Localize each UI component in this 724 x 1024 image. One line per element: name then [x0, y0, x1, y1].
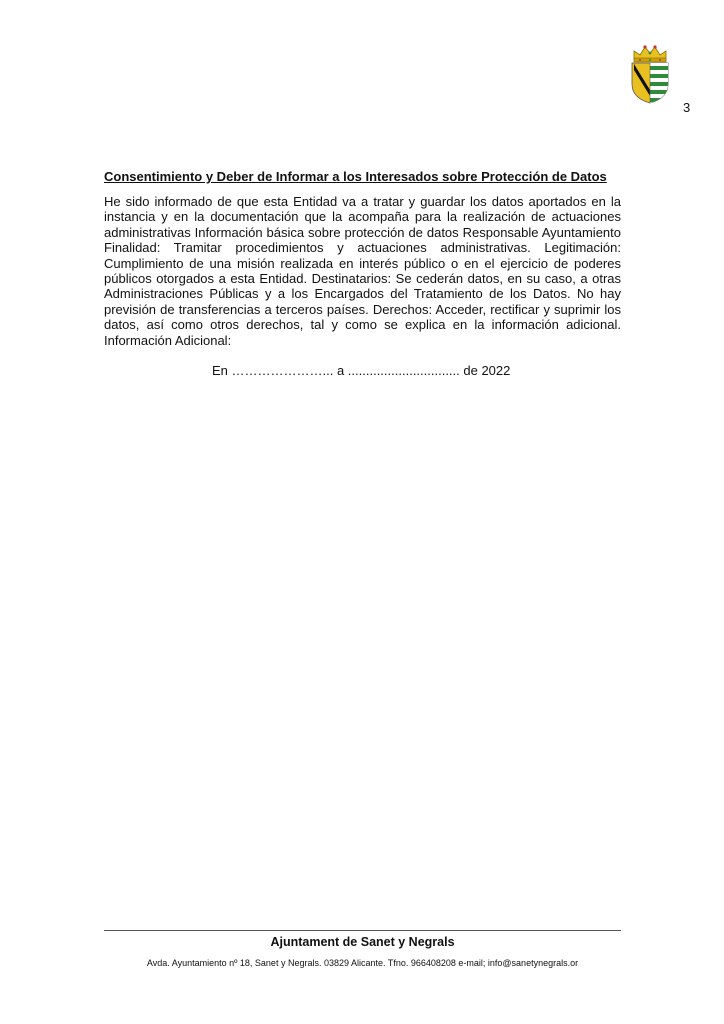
consent-paragraph: He sido informado de que esta Entidad va a tratar y guardar los datos aportados en la instancia y en la documentación que la acompaña para la realización de actuaciones administrativas Información básica sobre protección de datos Responsable Ayuntamiento Finalidad: Tramitar procedimientos y actuaciones administrativas. Legitimación: Cumplimiento de una misión realizada en interés público o en el ejercicio de poderes públicos otorgados a esta Entidad. Destinatarios: Se cederán datos, en su caso, a otras Administraciones Públicas y a los Encargados del Tratamiento de los Datos. No hay previsión de transferencias a terceros países. Derechos: Acceder, rectificar y suprimir los datos, así como otros derechos, tal y como se explica en la información adicional. Información Adicional: [104, 194, 621, 348]
footer-divider [104, 930, 621, 931]
municipal-coat-of-arms-icon [626, 44, 674, 104]
crown-icon [634, 45, 666, 62]
shield-icon [632, 63, 668, 103]
date-signature-line: En …………………... a ............................... de 2022 [212, 363, 511, 378]
footer-organization-name: Ajuntament de Sanet y Negrals [270, 935, 455, 949]
page-number: 3 [683, 100, 691, 115]
section-heading: Consentimiento y Deber de Informar a los Interesados sobre Protección de Datos [104, 169, 607, 184]
footer-contact-address: Avda. Ayuntamiento nº 18, Sanet y Negrals. 03829 Alicante. Tfno. 966408208 e-mail; info@sanetynegrals.or [146, 958, 579, 968]
